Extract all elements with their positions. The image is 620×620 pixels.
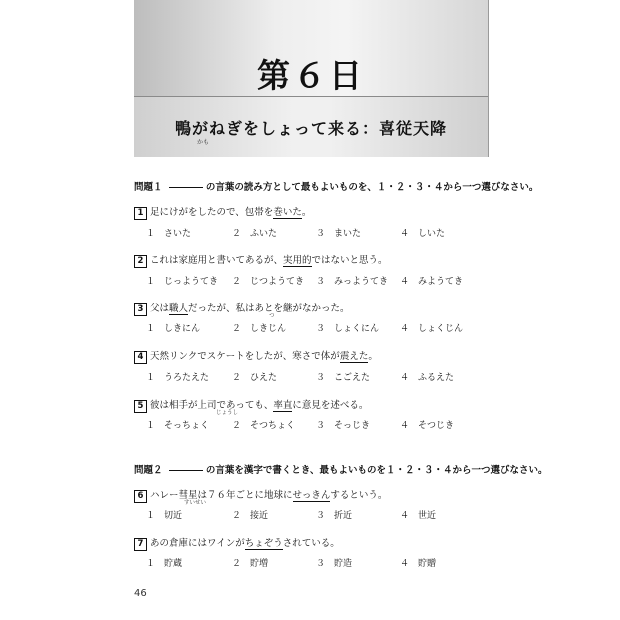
question-number: 5 [134, 400, 147, 413]
option-3[interactable]: ３ そっじき [316, 421, 371, 431]
question-number: 7 [134, 538, 147, 551]
question-number: 4 [134, 351, 147, 364]
option-2[interactable]: ２ ひえた [232, 373, 278, 383]
option-2[interactable]: ２ そつちょく [232, 421, 296, 431]
option-3[interactable]: ３ まいた [316, 229, 362, 239]
option-4[interactable]: ４ 貯贈 [400, 559, 437, 569]
option-1[interactable]: １ じっようてき [146, 277, 219, 287]
option-3[interactable]: ３ 貯造 [316, 559, 353, 569]
option-3[interactable]: ３ こごえた [316, 373, 371, 383]
question-4: 4 天然リンクでスケートをしたが、寒さで体が震えた。 [134, 348, 378, 364]
target-word: 巻いた [273, 207, 302, 218]
option-2[interactable]: ２ 貯増 [232, 559, 269, 569]
target-word: ちょぞう [244, 538, 283, 549]
question-1: 1 足にけがをしたので、包帯を巻いた。 [134, 204, 311, 220]
option-4[interactable]: ４ そつじき [400, 421, 455, 431]
option-1[interactable]: １ 貯蔵 [146, 559, 183, 569]
proverb-ruby: かも [197, 139, 210, 146]
option-1[interactable]: １ しきにん [146, 324, 201, 334]
section-1-heading: 問題１ の言葉の読み方として最もよいものを、１・２・３・４から一つ選びなさい。 [134, 182, 539, 193]
ruby-text: じょうし [216, 410, 239, 416]
option-2[interactable]: ２ じつようてき [232, 277, 305, 287]
question-number: 6 [134, 490, 147, 503]
target-word: 実用的 [283, 255, 312, 266]
question-3: 3 父は職人だったが、私はあとを継がなかった。 [134, 300, 350, 316]
target-word: 率直 [273, 400, 293, 411]
ruby-text: つ [269, 313, 275, 319]
question-6: 6 ハレー彗星は７６年ごとに地球にせっきんするという。 [134, 487, 387, 503]
option-1[interactable]: １ さいた [146, 229, 192, 239]
option-3[interactable]: ３ みっようてき [316, 277, 389, 287]
blank-line [169, 187, 203, 188]
blank-line [169, 470, 203, 471]
day-title: 第６日 [257, 56, 365, 95]
target-word: 震えた [339, 351, 369, 362]
question-7: 7 あの倉庫にはワインがちょぞうされている。 [134, 535, 340, 551]
option-1[interactable]: １ 切近 [146, 511, 183, 521]
target-word: 職人 [169, 303, 189, 314]
section-2-heading: 問題２ の言葉を漢字で書くとき、最もよいものを１・２・３・４から一つ選びなさい。 [134, 465, 548, 476]
option-1[interactable]: １ そっちょく [146, 421, 210, 431]
target-word: せっきん [292, 490, 331, 501]
option-3[interactable]: ３ 折近 [316, 511, 353, 521]
option-4[interactable]: ４ しいた [400, 229, 446, 239]
option-2[interactable]: ２ ふいた [232, 229, 278, 239]
option-4[interactable]: ４ 世近 [400, 511, 437, 521]
option-2[interactable]: ２ しきじん [232, 324, 287, 334]
question-2: 2 これは家庭用と書いてあるが、実用的ではないと思う。 [134, 252, 388, 268]
question-5: 5 彼は相手が上司であっても、率直に意見を述べる。 [134, 397, 368, 413]
question-number: 3 [134, 303, 147, 316]
option-4[interactable]: ４ ふるえた [400, 373, 455, 383]
question-number: 1 [134, 207, 147, 220]
page-number: 46 [134, 588, 147, 599]
option-4[interactable]: ４ しょくじん [400, 324, 464, 334]
question-number: 2 [134, 255, 147, 268]
proverb-title: 鴨がねぎをしょって来る：喜従天降 [174, 119, 447, 138]
option-1[interactable]: １ うろたえた [146, 373, 210, 383]
chapter-header [134, 0, 489, 157]
option-4[interactable]: ４ みようてき [400, 277, 464, 287]
option-3[interactable]: ３ しょくにん [316, 324, 380, 334]
option-2[interactable]: ２ 接近 [232, 511, 269, 521]
ruby-text: すいせい [184, 500, 207, 506]
